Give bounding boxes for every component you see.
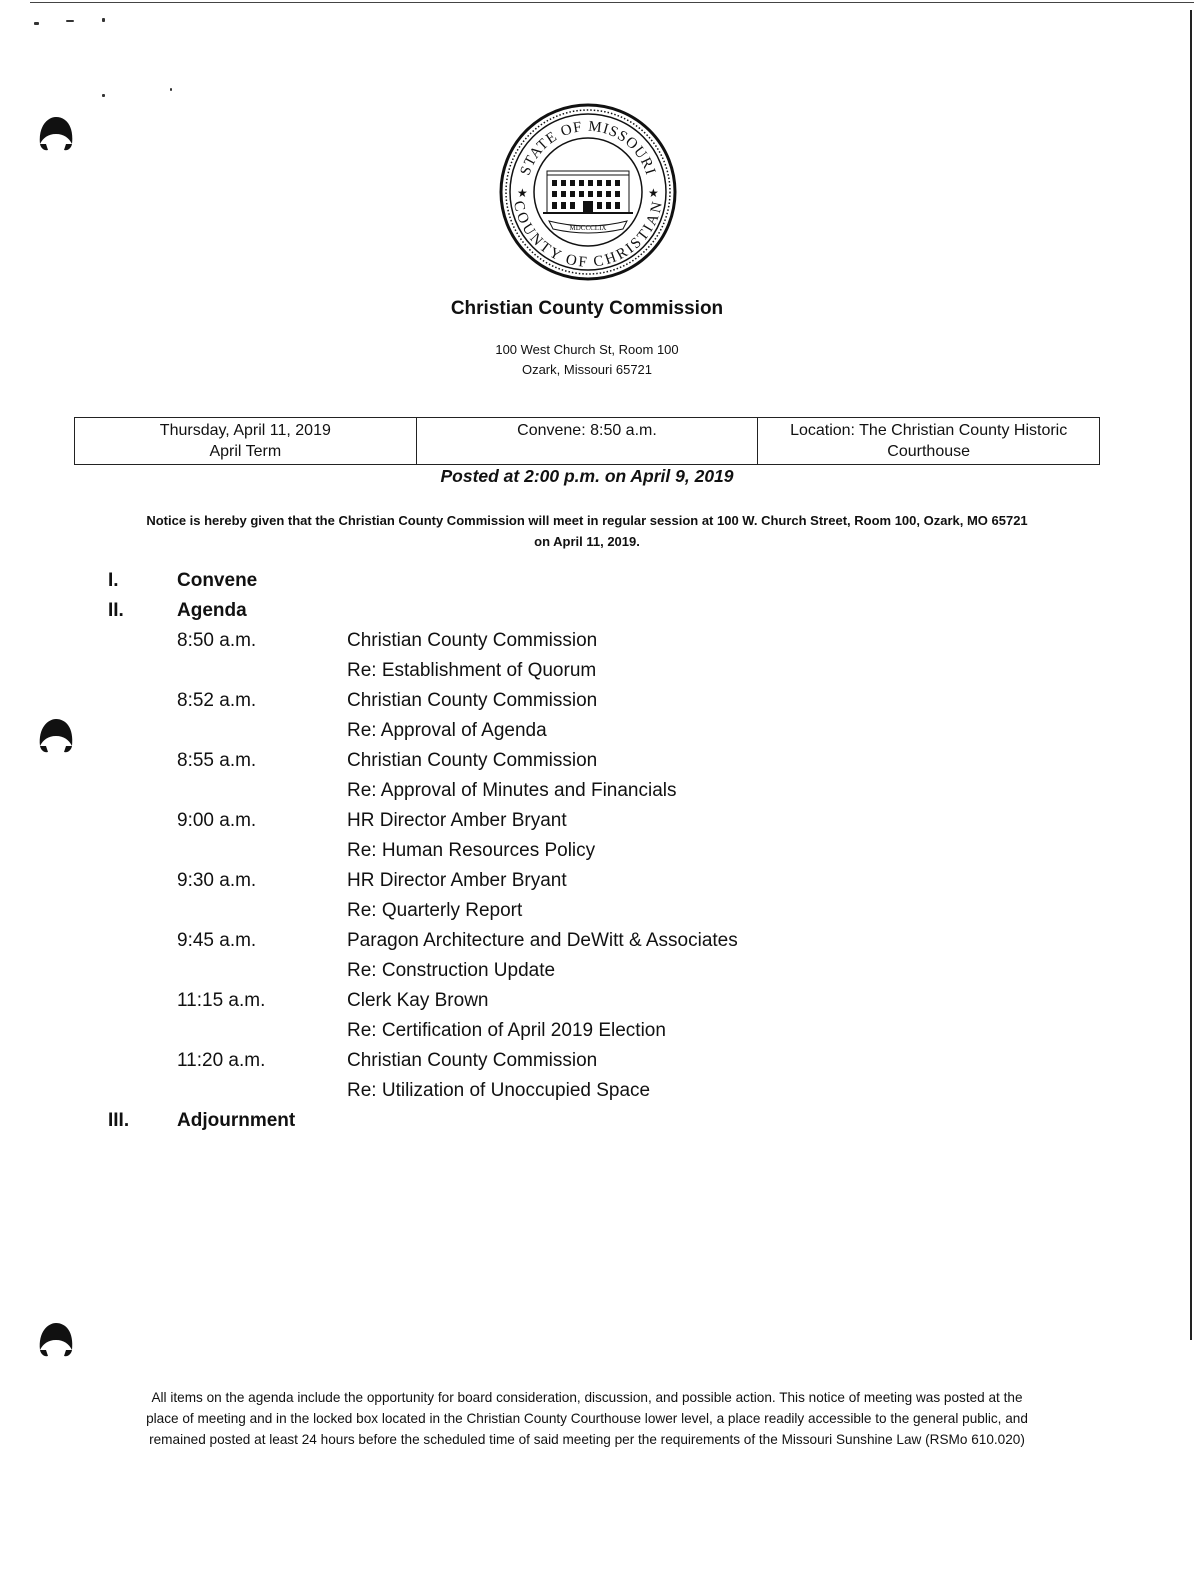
agenda-time: 8:52 a.m. xyxy=(177,690,257,711)
seal-ribbon-text: MDCCCLIX xyxy=(569,224,607,232)
seal-text-top: STATE OF MISSOURI xyxy=(517,118,659,178)
scan-right-edge xyxy=(1190,10,1192,1340)
agenda-presenter: Clerk Kay Brown xyxy=(347,990,489,1011)
agenda-subject: Re: Establishment of Quorum xyxy=(347,660,597,681)
scan-speck xyxy=(34,22,39,25)
seal-text-bottom: COUNTY OF CHRISTIAN xyxy=(509,199,667,271)
agenda-time: 8:55 a.m. xyxy=(177,750,257,771)
agenda-time: 8:50 a.m. xyxy=(177,630,257,651)
courthouse-building-icon xyxy=(543,171,633,213)
date-cell xyxy=(75,418,417,465)
hole-punch-icon xyxy=(36,716,76,754)
scan-speck xyxy=(102,18,105,22)
meeting-term: April Term xyxy=(209,443,282,460)
footer-line-2: place of meeting and in the locked box located in the Christian County Courthouse lower level, a place readily accessible to the general public, and xyxy=(146,1411,1028,1426)
location-line-1: Location: The Christian County Historic xyxy=(790,422,1068,439)
scan-speck xyxy=(102,94,105,97)
convene-time: Convene: 8:50 a.m. xyxy=(517,422,657,439)
seal-star-icon: ★ xyxy=(648,186,659,200)
section-heading-agenda: Agenda xyxy=(177,600,247,621)
agenda-time: 9:45 a.m. xyxy=(177,930,257,951)
agenda-subject: Re: Approval of Agenda xyxy=(347,720,547,741)
agenda-presenter: Paragon Architecture and DeWitt & Associates xyxy=(347,930,738,951)
notice-line-1: Notice is hereby given that the Christian County Commission will meet in regular session at 100 W. Church Street, Room 100, Ozark, MO 65721 xyxy=(146,513,1028,528)
agenda-time: 9:30 a.m. xyxy=(177,870,257,891)
section-number: I. xyxy=(108,570,119,591)
scan-speck xyxy=(66,20,74,22)
seal-star-icon: ★ xyxy=(517,186,528,200)
agenda-subject: Re: Approval of Minutes and Financials xyxy=(347,780,677,801)
footer-line-3: remained posted at least 24 hours before the scheduled time of said meeting per the requirements of the Missouri Sunshine Law (RSMo 610.020) xyxy=(149,1432,1025,1447)
agenda-time: 11:20 a.m. xyxy=(177,1050,266,1071)
agenda-subject: Re: Certification of April 2019 Election xyxy=(347,1020,666,1041)
agenda-subject: Re: Utilization of Unoccupied Space xyxy=(347,1080,651,1101)
footer-line-1: All items on the agenda include the opportunity for board consideration, discussion, and possible action. This notice of meeting was posted at the xyxy=(151,1390,1023,1405)
agenda-subject: Re: Quarterly Report xyxy=(347,900,523,921)
agenda-presenter: Christian County Commission xyxy=(347,1050,598,1071)
agenda-presenter: Christian County Commission xyxy=(347,690,598,711)
section-number: II. xyxy=(108,600,124,621)
page-title: Christian County Commission xyxy=(450,298,724,319)
agenda-presenter: Christian County Commission xyxy=(347,630,598,651)
agenda-presenter: HR Director Amber Bryant xyxy=(347,870,567,891)
section-number: III. xyxy=(108,1110,130,1131)
meeting-date: Thursday, April 11, 2019 xyxy=(159,422,331,439)
agenda-presenter: Christian County Commission xyxy=(347,750,598,771)
hole-punch-icon xyxy=(36,1320,76,1358)
convene-cell xyxy=(416,418,758,465)
location-line-2: Courthouse xyxy=(887,443,971,460)
agenda-presenter: HR Director Amber Bryant xyxy=(347,810,567,831)
meeting-notice xyxy=(60,510,1114,552)
county-seal-logo xyxy=(499,103,677,281)
agenda-subject: Re: Construction Update xyxy=(347,960,556,981)
agenda-time: 11:15 a.m. xyxy=(177,990,266,1011)
posted-notice: Posted at 2:00 p.m. on April 9, 2019 xyxy=(440,466,734,486)
scan-top-edge xyxy=(30,2,1194,3)
notice-line-2: on April 11, 2019. xyxy=(534,534,640,549)
address-line-2: Ozark, Missouri 65721 xyxy=(521,362,653,377)
scan-speck xyxy=(170,88,172,91)
agenda-subject: Re: Human Resources Policy xyxy=(347,840,596,861)
section-heading-convene: Convene xyxy=(177,570,258,591)
address-line-1: 100 West Church St, Room 100 xyxy=(495,342,679,357)
meeting-info-table xyxy=(74,417,1100,465)
hole-punch-icon xyxy=(36,114,76,152)
location-cell xyxy=(758,418,1100,465)
meeting-info-row xyxy=(75,418,1100,465)
agenda-time: 9:00 a.m. xyxy=(177,810,257,831)
section-heading-adjournment: Adjournment xyxy=(177,1110,296,1131)
footer-disclaimer xyxy=(72,1387,1102,1450)
